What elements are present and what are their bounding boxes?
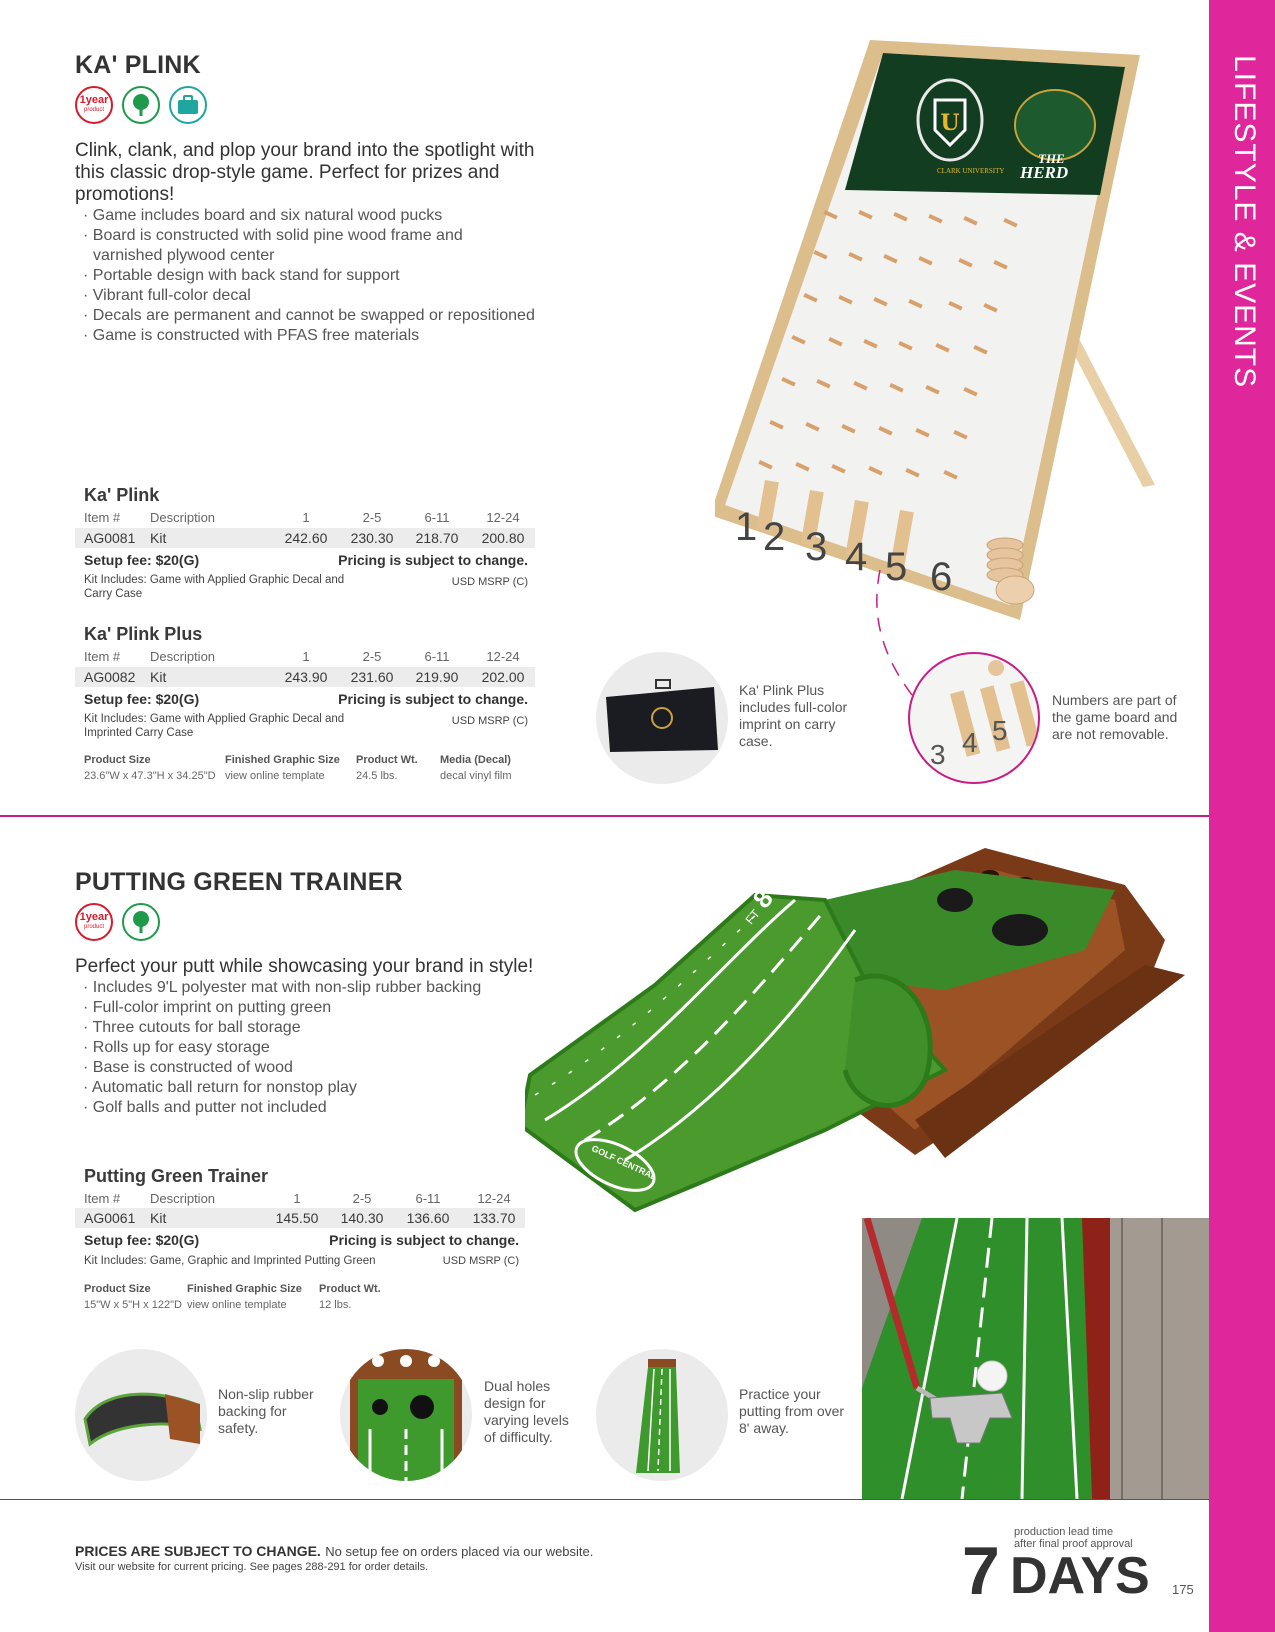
header-qty: 1: [302, 510, 310, 525]
header-qty: 2-5: [362, 510, 382, 525]
dual-holes-image: [340, 1349, 472, 1481]
price: 145.50: [275, 1210, 319, 1226]
spec-value: 24.5 lbs.: [356, 770, 398, 782]
footer-notice: [75, 1543, 593, 1561]
price: 133.70: [472, 1210, 516, 1226]
mat-logo-text: GOLF CENTRAL: [590, 1143, 659, 1183]
price: 218.70: [415, 530, 459, 546]
spec-label: Product Wt.: [319, 1283, 381, 1295]
header-qty: 2-5: [362, 649, 382, 664]
kaplink-board-image: [715, 35, 1165, 630]
price: 231.60: [350, 669, 394, 685]
svg-text:4: 4: [962, 727, 978, 758]
lead-time-line1: production lead time: [1014, 1526, 1114, 1538]
putting-table-header: [75, 1189, 525, 1209]
side-label-text: LIFESTYLE & EVENTS: [1228, 55, 1261, 389]
header-qty: 6-11: [424, 510, 450, 525]
pricing-change-note: Pricing is subject to change.: [338, 691, 528, 707]
spec-label: Product Size: [84, 754, 151, 766]
header-qty: 1: [293, 1191, 301, 1206]
section-divider: [0, 815, 1209, 817]
putting-bullet: · Rolls up for easy storage: [83, 1039, 270, 1056]
lead-time-line2: after final proof approval: [1014, 1538, 1133, 1550]
header-qty: 6-11: [424, 649, 450, 664]
svg-text:3: 3: [930, 739, 946, 770]
spec-value: decal vinyl film: [440, 770, 512, 782]
decal-the-text: THE: [1038, 151, 1065, 166]
carry-case-image: [596, 652, 728, 784]
kaplink-bullet: · Board is constructed with solid pine wood frame and: [83, 227, 463, 244]
decal-herd-text: HERD: [1020, 163, 1069, 182]
header-description: Description: [150, 1191, 216, 1206]
spec-value: 23.6"W x 47.3"H x 34.25"D: [84, 770, 216, 782]
spec-label: Finished Graphic Size: [187, 1283, 302, 1295]
board-numbers-caption: Numbers are part of the game board and are not removable.: [1052, 692, 1178, 742]
header-qty: 6-11: [415, 1191, 441, 1206]
putting-title: PUTTING GREEN TRAINER: [75, 868, 403, 896]
kaplink-table-title: Ka' Plink: [84, 485, 160, 505]
header-qty: 12-24: [486, 649, 520, 664]
item-description: Kit: [150, 530, 167, 546]
header-item: Item #: [84, 510, 121, 525]
header-description: Description: [150, 649, 216, 664]
table-row: [75, 1208, 525, 1228]
spec-label: Product Size: [84, 1283, 151, 1295]
spec-label: Finished Graphic Size: [225, 754, 340, 766]
putting-bullets: [75, 978, 555, 1118]
pricing-change-note: Pricing is subject to change.: [338, 552, 528, 568]
rubber-backing-image: [75, 1349, 207, 1481]
putting-bullet: · Golf balls and putter not included: [83, 1099, 327, 1116]
footer-prices-notice: PRICES ARE SUBJECT TO CHANGE.: [75, 1543, 321, 1559]
price: 219.90: [415, 669, 459, 685]
kaplink-intro: Clink, clank, and plop your brand into the spotlight with this classic drop-style game. Perfect for prizes and promotions!: [75, 140, 535, 205]
kaplink-title: KA' PLINK: [75, 51, 201, 79]
putting-table-title: Putting Green Trainer: [84, 1166, 269, 1186]
price: 136.60: [406, 1210, 450, 1226]
one-year-product-badge: 1year product: [75, 86, 113, 124]
board-number: 4: [845, 535, 868, 579]
item-description: Kit: [150, 669, 167, 685]
spec-value: 12 lbs.: [319, 1299, 352, 1311]
setup-fee: Setup fee: $20(G): [84, 691, 200, 707]
kaplink-plus-table-title: Ka' Plink Plus: [84, 624, 203, 644]
pricing-change-note: Pricing is subject to change.: [329, 1232, 519, 1248]
header-qty: 12-24: [486, 510, 520, 525]
long-mat-caption: Practice your putting from over 8' away.: [739, 1386, 845, 1436]
spec-value: 15"W x 5"H x 122"D: [84, 1299, 182, 1311]
footer-website-note: Visit our website for current pricing. See pages 288-291 for order details.: [75, 1561, 429, 1573]
footer-setup-note: No setup fee on orders placed via our website.: [325, 1544, 594, 1559]
carry-case-icon: [169, 86, 207, 124]
spec-product-weight: [356, 754, 436, 782]
item-description: Kit: [150, 1210, 167, 1226]
spec-graphic-size: [187, 1283, 317, 1311]
kaplink-bullet: varnished plywood center: [93, 247, 275, 264]
spec-graphic-size: [225, 754, 355, 782]
item-number: AG0081: [84, 530, 136, 546]
usd-msrp: USD MSRP (C): [451, 576, 528, 588]
kaplink-bullets: [75, 206, 555, 346]
putter-lifestyle-photo: [862, 1218, 1209, 1499]
board-number: 2: [763, 515, 786, 559]
decal-school-text: CLARK UNIVERSITY: [937, 167, 1005, 175]
board-number: 5: [885, 545, 908, 589]
lead-time-days-number: 7: [962, 1533, 998, 1609]
spec-product-size: [84, 754, 224, 782]
spec-label: Product Wt.: [356, 754, 418, 766]
kaplink-bullet: · Decals are permanent and cannot be swapped or repositioned: [83, 307, 535, 324]
price: 243.90: [284, 669, 328, 685]
header-qty: 2-5: [352, 1191, 372, 1206]
setup-fee: Setup fee: $20(G): [84, 1232, 200, 1248]
spec-label: Media (Decal): [440, 754, 511, 766]
putting-trainer-image: [525, 840, 1190, 1260]
spec-value: view online template: [225, 770, 325, 782]
kit-includes: Kit Includes: Game, Graphic and Imprinted Putting Green: [84, 1255, 376, 1267]
carry-case-caption: Ka' Plink Plus includes full-color imprint on carry case.: [739, 682, 848, 749]
putting-bullet: · Automatic ball return for nonstop play: [83, 1079, 357, 1096]
kaplink-bullet: · Portable design with back stand for support: [83, 267, 400, 284]
board-number: 1: [735, 505, 758, 549]
price: 200.80: [481, 530, 525, 546]
kaplink-bullet: · Game includes board and six natural wood pucks: [83, 207, 443, 224]
usd-msrp: USD MSRP (C): [451, 715, 528, 727]
spec-media: [440, 754, 540, 782]
board-number: 6: [930, 555, 953, 599]
putting-intro: Perfect your putt while showcasing your brand in style!: [75, 956, 534, 977]
kaplink-plus-table-header: [75, 647, 535, 667]
callout-dashed-line: [870, 570, 920, 700]
board-numbers-closeup-image: [908, 652, 1040, 784]
price: 202.00: [481, 669, 525, 685]
item-number: AG0061: [84, 1210, 136, 1226]
section-side-label: [1221, 55, 1261, 395]
header-qty: 1: [302, 649, 310, 664]
putting-bullet: · Full-color imprint on putting green: [83, 999, 332, 1016]
kaplink-badges: [75, 86, 207, 124]
header-item: Item #: [84, 1191, 121, 1206]
price: 140.30: [340, 1210, 384, 1226]
header-item: Item #: [84, 649, 121, 664]
setup-fee: Setup fee: $20(G): [84, 552, 200, 568]
rubber-backing-caption: Non-slip rubber backing for safety.: [218, 1386, 314, 1436]
putting-bullet: · Three cutouts for ball storage: [83, 1019, 301, 1036]
tree-icon: [122, 86, 160, 124]
spec-product-weight: [319, 1283, 399, 1311]
putting-bullet: · Base is constructed of wood: [83, 1059, 293, 1076]
kit-includes: Kit Includes: Game with Applied Graphic Decal and Carry Case: [84, 574, 345, 600]
svg-text:U: U: [940, 110, 960, 136]
one-year-product-badge: 1year product: [75, 903, 113, 941]
kaplink-bullet: · Game is constructed with PFAS free materials: [83, 327, 420, 344]
dual-holes-caption: Dual holes design for varying levels of difficulty.: [484, 1378, 569, 1445]
mat-unit-mark: FT: [742, 906, 763, 927]
putting-bullet: · Includes 9'L polyester mat with non-slip rubber backing: [83, 979, 482, 996]
kit-includes: Kit Includes: Game with Applied Graphic Decal and Imprinted Carry Case: [84, 713, 345, 739]
usd-msrp: USD MSRP (C): [442, 1255, 519, 1267]
item-number: AG0082: [84, 669, 136, 685]
spec-value: view online template: [187, 1299, 287, 1311]
kaplink-table-header: [75, 508, 535, 528]
table-row: [75, 528, 535, 548]
footer-divider: [0, 1499, 1209, 1500]
kaplink-bullet: · Vibrant full-color decal: [83, 287, 251, 304]
mat-distance-mark: 8: [746, 883, 779, 914]
page-number: 175: [1172, 1582, 1194, 1597]
board-number: 3: [805, 525, 828, 569]
svg-text:5: 5: [992, 715, 1008, 746]
lead-time-days-word: DAYS: [1010, 1547, 1150, 1605]
price: 230.30: [350, 530, 394, 546]
putting-badges: [75, 903, 160, 941]
price: 242.60: [284, 530, 328, 546]
spec-product-size: [84, 1283, 184, 1311]
long-mat-image: [596, 1349, 728, 1481]
header-qty: 12-24: [477, 1191, 511, 1206]
table-row: [75, 667, 535, 687]
header-description: Description: [150, 510, 216, 525]
tree-icon: [122, 903, 160, 941]
